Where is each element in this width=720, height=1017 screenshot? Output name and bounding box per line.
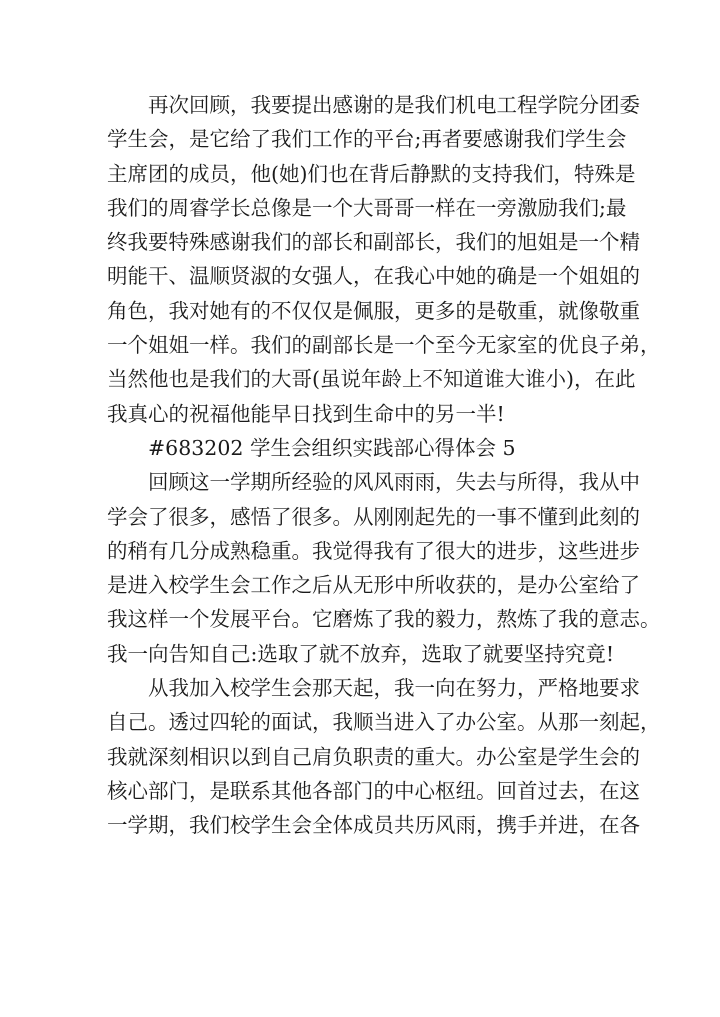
- paragraph-line: 角色，我对她有的不仅仅是佩服，更多的是敬重，就像敬重: [107, 298, 640, 323]
- paragraph-line: 回顾这一学期所经验的风风雨雨，失去与所得，我从中: [148, 470, 640, 495]
- paragraph-line: 当然他也是我们的大哥(虽说年龄上不知道谁大谁小)，在此: [107, 367, 636, 392]
- section-heading: #683202 学生会组织实践部心得体会 5: [148, 435, 516, 460]
- paragraph-line: 我们的周睿学长总像是一个大哥哥一样在一旁激励我们;最: [107, 195, 627, 220]
- paragraph-line: 我一向告知自己:选取了就不放弃，选取了就要坚持究竟!: [107, 641, 615, 666]
- paragraph-line: 是进入校学生会工作之后从无形中所收获的，是办公室给了: [107, 573, 640, 598]
- document-body: [107, 88, 661, 843]
- paragraph-line: 我真心的祝福他能早日找到生命中的另一半!: [107, 401, 505, 426]
- paragraph-line: 核心部门，是联系其他各部门的中心枢纽。回首过去，在这: [107, 778, 640, 803]
- paragraph-line: 一学期，我们校学生会全体成员共历风雨，携手并进，在各: [107, 813, 640, 838]
- paragraph-line: 学生会，是它给了我们工作的平台;再者要感谢我们学生会: [107, 127, 627, 152]
- paragraph-line: 自己。透过四轮的面试，我顺当进入了办公室。从那一刻起，: [107, 710, 661, 735]
- paragraph-line: 终我要特殊感谢我们的部长和副部长，我们的旭姐是一个精: [107, 230, 640, 255]
- paragraph-line: 从我加入校学生会那天起，我一向在努力，严格地要求: [148, 676, 640, 701]
- paragraph-line: 的稍有几分成熟稳重。我觉得我有了很大的进步，这些进步: [107, 538, 640, 563]
- paragraph-line: 一个姐姐一样。我们的副部长是一个至今无家室的优良子弟，: [107, 333, 661, 358]
- paragraph-line: 我就深刻相识以到自己肩负职责的重大。办公室是学生会的: [107, 744, 640, 769]
- paragraph-line: 主席团的成员，他(她)们也在背后静默的支持我们，特殊是: [107, 161, 636, 186]
- paragraph-line: 学会了很多，感悟了很多。从刚刚起先的一事不懂到此刻的: [107, 504, 640, 529]
- paragraph-line: 再次回顾，我要提出感谢的是我们机电工程学院分团委: [148, 93, 640, 117]
- paragraph-line: 我这样一个发展平台。它磨炼了我的毅力，熬炼了我的意志。: [107, 607, 661, 632]
- paragraph-line: 明能干、温顺贤淑的女强人，在我心中她的确是一个姐姐的: [107, 264, 640, 289]
